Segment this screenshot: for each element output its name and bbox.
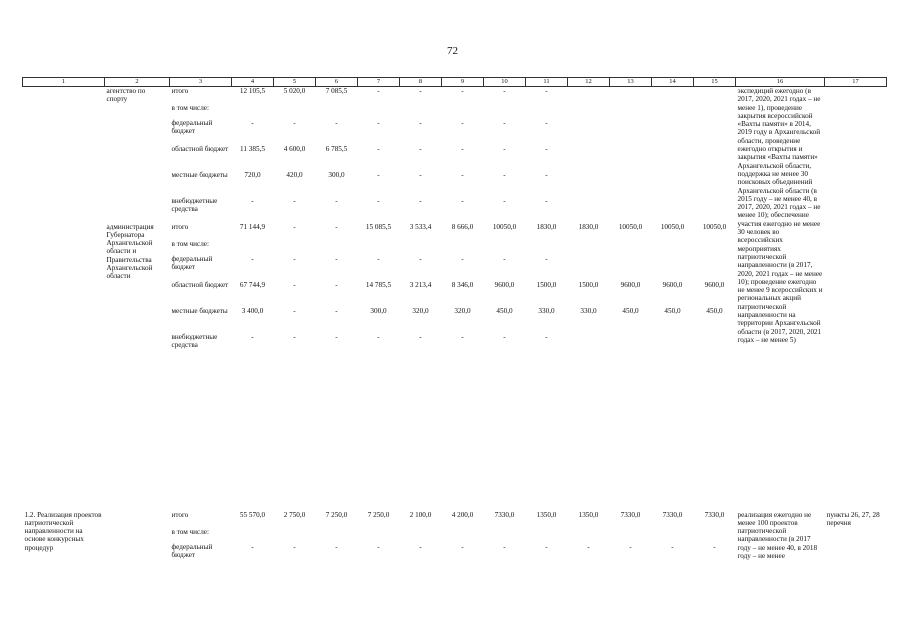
amount-cell: 1350,0 <box>578 510 599 519</box>
measure-name <box>23 223 105 511</box>
amount-cell: - <box>587 542 590 551</box>
amount-cell: - <box>335 118 338 127</box>
amount-cell <box>694 240 736 255</box>
amount-cell: - <box>335 222 338 231</box>
header-cell: 16 <box>736 78 825 87</box>
amount-cell <box>568 104 610 119</box>
amount-cell <box>526 240 568 255</box>
funding-source-label: областной бюджет <box>171 280 229 289</box>
amount-cell: - <box>503 542 506 551</box>
table-row <box>23 511 887 528</box>
amount-cell <box>652 255 694 281</box>
amount-cell: 7330,0 <box>704 510 725 519</box>
measure-name <box>23 87 105 223</box>
amount-cell: - <box>377 542 380 551</box>
amount-cell <box>316 240 358 255</box>
header-cell: 17 <box>825 78 887 87</box>
amount-cell: 9600,0 <box>494 280 515 289</box>
amount-cell <box>694 255 736 281</box>
amount-cell: - <box>377 196 380 205</box>
amount-cell <box>568 197 610 223</box>
amount-cell: - <box>293 280 296 289</box>
amount-cell: 71 144,9 <box>239 222 266 231</box>
amount-cell: - <box>545 87 548 95</box>
amount-cell: - <box>377 254 380 263</box>
amount-cell: 55 570,0 <box>239 510 266 519</box>
amount-cell: 3 533,4 <box>409 222 432 231</box>
amount-cell: - <box>461 332 464 341</box>
amount-cell: 9600,0 <box>662 280 683 289</box>
amount-cell: - <box>335 542 338 551</box>
amount-cell: - <box>293 254 296 263</box>
amount-cell: - <box>377 332 380 341</box>
amount-cell <box>568 333 610 511</box>
amount-cell: 7 085,5 <box>325 87 348 95</box>
amount-cell <box>484 528 526 543</box>
funding-source-label: итого <box>171 510 189 519</box>
header-cell: 5 <box>274 78 316 87</box>
amount-cell <box>652 171 694 197</box>
reference <box>825 87 887 511</box>
amount-cell: 4 600,0 <box>283 144 306 153</box>
amount-cell <box>568 255 610 281</box>
amount-cell <box>610 333 652 511</box>
amount-cell: 450,0 <box>622 306 639 315</box>
amount-cell: - <box>293 222 296 231</box>
amount-cell: 7330,0 <box>494 510 515 519</box>
header-cell: 12 <box>568 78 610 87</box>
amount-cell: - <box>377 87 380 95</box>
header-cell: 7 <box>358 78 400 87</box>
amount-cell: - <box>545 542 548 551</box>
amount-cell <box>652 197 694 223</box>
amount-cell: - <box>251 118 254 127</box>
amount-cell <box>442 240 484 255</box>
amount-cell: 1500,0 <box>578 280 599 289</box>
amount-cell: - <box>377 170 380 179</box>
funding-source-label: федеральный бюджет <box>171 542 213 559</box>
amount-cell: - <box>419 87 422 95</box>
funding-source-label: в том числе: <box>171 527 209 536</box>
amount-cell: - <box>503 118 506 127</box>
amount-cell: - <box>503 170 506 179</box>
amount-cell <box>610 255 652 281</box>
amount-cell: 14 785,5 <box>365 280 392 289</box>
amount-cell: - <box>503 332 506 341</box>
funding-source-label: итого <box>171 87 189 95</box>
amount-cell: - <box>545 144 548 153</box>
amount-cell <box>694 528 736 543</box>
amount-cell: - <box>293 196 296 205</box>
amount-cell: 2 750,0 <box>283 510 306 519</box>
header-cell: 6 <box>316 78 358 87</box>
page-number: 72 <box>447 45 458 57</box>
amount-cell: 1500,0 <box>536 280 557 289</box>
amount-cell: - <box>251 254 254 263</box>
funding-source-label: федеральный бюджет <box>171 118 213 135</box>
header-cell: 13 <box>610 78 652 87</box>
amount-cell: - <box>503 254 506 263</box>
expected-result: экспедиций ежегодно (в 2017, 2020, 2021 годах – не менее 1), проведение закрытия всероссийской «Вахты памяти» в 2014, 2019 году в Архангельской области, проведение ежегодно открытия и закрытия «Вахты памяти» Архангельской области, поддержка не менее 30 поисковых объединений Архангельской области (в 2015 году – не менее 40, в 2017, 2020, 2021 годах – не менее 10); обеспечение участия ежегодно не менее 30 человек во всероссийских мероприятиях патриотической направленности (в 2017, 2020, 2021 годах – не менее 10); проведение ежегодно не менее 9 всероссийских и региональных акций патриотической направленности на территории Архангельской области (в 2017, 2020, 2021 годах – не менее 5) <box>737 87 823 344</box>
amount-cell: - <box>419 332 422 341</box>
amount-cell: 6 785,5 <box>325 144 348 153</box>
amount-cell <box>610 119 652 145</box>
amount-cell: - <box>545 118 548 127</box>
amount-cell: 300,0 <box>370 306 387 315</box>
amount-cell: 7 250,0 <box>367 510 390 519</box>
amount-cell: - <box>293 306 296 315</box>
amount-cell: - <box>503 87 506 95</box>
amount-cell: - <box>461 196 464 205</box>
amount-cell: - <box>251 332 254 341</box>
amount-cell <box>694 171 736 197</box>
funding-source-label: итого <box>171 222 189 231</box>
amount-cell <box>274 240 316 255</box>
amount-cell: - <box>461 542 464 551</box>
amount-cell <box>442 528 484 543</box>
amount-cell <box>232 104 274 119</box>
amount-cell: - <box>335 306 338 315</box>
amount-cell: - <box>251 196 254 205</box>
amount-cell <box>694 197 736 223</box>
amount-cell: - <box>419 118 422 127</box>
amount-cell: 8 666,0 <box>451 222 474 231</box>
amount-cell: 3 400,0 <box>241 306 264 315</box>
amount-cell: - <box>419 254 422 263</box>
header-cell: 1 <box>23 78 105 87</box>
amount-cell: 8 346,0 <box>451 280 474 289</box>
amount-cell: 5 020,0 <box>283 87 306 95</box>
amount-cell: - <box>461 144 464 153</box>
amount-cell: 420,0 <box>286 170 303 179</box>
amount-cell <box>316 528 358 543</box>
amount-cell: - <box>293 332 296 341</box>
amount-cell <box>694 333 736 511</box>
amount-cell <box>232 240 274 255</box>
amount-cell <box>610 171 652 197</box>
amount-cell <box>400 104 442 119</box>
amount-cell: 1830,0 <box>536 222 557 231</box>
amount-cell <box>232 528 274 543</box>
amount-cell: 7 250,0 <box>325 510 348 519</box>
budget-table <box>22 77 887 569</box>
amount-cell <box>652 87 694 104</box>
amount-cell: 10050,0 <box>492 222 517 231</box>
amount-cell: - <box>251 542 254 551</box>
amount-cell <box>484 240 526 255</box>
amount-cell: 450,0 <box>496 306 513 315</box>
amount-cell <box>610 528 652 543</box>
executor-name: администрация Губернатора Архангельской области и Правительства Архангельской области <box>106 222 154 281</box>
executor-name: агентство по спорту <box>106 87 146 104</box>
amount-cell: 300,0 <box>328 170 345 179</box>
amount-cell: 330,0 <box>580 306 597 315</box>
amount-cell <box>358 104 400 119</box>
header-cell: 4 <box>232 78 274 87</box>
amount-cell: - <box>629 542 632 551</box>
amount-cell <box>694 87 736 104</box>
amount-cell: 15 085,5 <box>365 222 392 231</box>
amount-cell: 330,0 <box>538 306 555 315</box>
executor-name <box>105 511 170 569</box>
amount-cell: - <box>545 196 548 205</box>
header-cell: 2 <box>105 78 170 87</box>
amount-cell: - <box>335 196 338 205</box>
funding-source-label: федеральный бюджет <box>171 254 213 271</box>
amount-cell: - <box>545 170 548 179</box>
amount-cell <box>610 145 652 171</box>
amount-cell: 1830,0 <box>578 222 599 231</box>
amount-cell <box>358 240 400 255</box>
amount-cell <box>610 197 652 223</box>
amount-cell: - <box>461 254 464 263</box>
funding-source-label: в том числе: <box>171 103 209 112</box>
amount-cell <box>568 87 610 104</box>
amount-cell: 3 213,4 <box>409 280 432 289</box>
amount-cell: - <box>335 332 338 341</box>
header-cell: 11 <box>526 78 568 87</box>
amount-cell: 67 744,9 <box>239 280 266 289</box>
amount-cell <box>694 104 736 119</box>
amount-cell: - <box>461 170 464 179</box>
amount-cell <box>694 119 736 145</box>
amount-cell <box>568 145 610 171</box>
amount-cell <box>568 171 610 197</box>
amount-cell <box>400 528 442 543</box>
amount-cell <box>652 240 694 255</box>
reference: пункты 26, 27, 28 перечня <box>826 510 880 527</box>
amount-cell <box>316 104 358 119</box>
amount-cell <box>610 240 652 255</box>
header-cell: 10 <box>484 78 526 87</box>
amount-cell <box>526 104 568 119</box>
funding-source-label: внебюджетные средства <box>171 332 218 349</box>
amount-cell <box>274 528 316 543</box>
amount-cell: 9600,0 <box>704 280 725 289</box>
amount-cell: 7330,0 <box>620 510 641 519</box>
amount-cell: - <box>671 542 674 551</box>
expected-result: реализация ежегодно не менее 100 проектов патриотической направленности (в 2017 году – не менее 40, в 2018 году – не менее <box>737 510 818 560</box>
amount-cell: 10050,0 <box>618 222 643 231</box>
amount-cell: 4 200,0 <box>451 510 474 519</box>
table-row <box>23 87 887 104</box>
amount-cell <box>652 333 694 511</box>
amount-cell: 9600,0 <box>620 280 641 289</box>
amount-cell: 450,0 <box>664 306 681 315</box>
amount-cell: - <box>545 254 548 263</box>
amount-cell: 2 100,0 <box>409 510 432 519</box>
amount-cell: 7330,0 <box>662 510 683 519</box>
amount-cell: - <box>461 87 464 95</box>
amount-cell: - <box>293 118 296 127</box>
amount-cell: 720,0 <box>244 170 261 179</box>
amount-cell <box>610 87 652 104</box>
header-cell: 14 <box>652 78 694 87</box>
amount-cell: - <box>293 542 296 551</box>
amount-cell: - <box>419 542 422 551</box>
funding-source-label: местные бюджеты <box>171 170 228 179</box>
header-cell: 3 <box>170 78 232 87</box>
amount-cell: - <box>335 280 338 289</box>
header-cell: 8 <box>400 78 442 87</box>
amount-cell: - <box>377 144 380 153</box>
funding-source-label: местные бюджеты <box>171 306 228 315</box>
amount-cell: - <box>335 254 338 263</box>
amount-cell: - <box>419 170 422 179</box>
amount-cell <box>652 119 694 145</box>
amount-cell: 320,0 <box>454 306 471 315</box>
amount-cell: 10050,0 <box>702 222 727 231</box>
amount-cell <box>442 104 484 119</box>
funding-source-label: в том числе: <box>171 239 209 248</box>
amount-cell: - <box>545 332 548 341</box>
funding-source-label: областной бюджет <box>171 144 229 153</box>
amount-cell <box>358 528 400 543</box>
amount-cell: - <box>461 118 464 127</box>
amount-cell: 450,0 <box>706 306 723 315</box>
amount-cell <box>610 104 652 119</box>
amount-cell <box>568 240 610 255</box>
amount-cell <box>652 104 694 119</box>
amount-cell: 10050,0 <box>660 222 685 231</box>
amount-cell <box>526 528 568 543</box>
amount-cell: - <box>377 118 380 127</box>
funding-source-label: внебюджетные средства <box>171 196 218 213</box>
header-cell: 9 <box>442 78 484 87</box>
amount-cell: - <box>419 144 422 153</box>
amount-cell <box>274 104 316 119</box>
amount-cell <box>694 145 736 171</box>
amount-cell: 11 385,5 <box>240 144 265 153</box>
amount-cell: - <box>713 542 716 551</box>
amount-cell <box>568 119 610 145</box>
measure-name: 1.2. Реализация проектов патриотической направленности на основе конкурсных процедур <box>24 510 102 552</box>
amount-cell <box>484 104 526 119</box>
amount-cell <box>400 240 442 255</box>
amount-cell: 320,0 <box>412 306 429 315</box>
amount-cell <box>652 528 694 543</box>
header-row <box>23 78 887 87</box>
amount-cell: 1350,0 <box>536 510 557 519</box>
amount-cell: - <box>419 196 422 205</box>
amount-cell <box>652 145 694 171</box>
amount-cell: - <box>503 196 506 205</box>
amount-cell <box>568 528 610 543</box>
amount-cell: - <box>503 144 506 153</box>
amount-cell: 12 105,5 <box>239 87 266 95</box>
header-cell: 15 <box>694 78 736 87</box>
